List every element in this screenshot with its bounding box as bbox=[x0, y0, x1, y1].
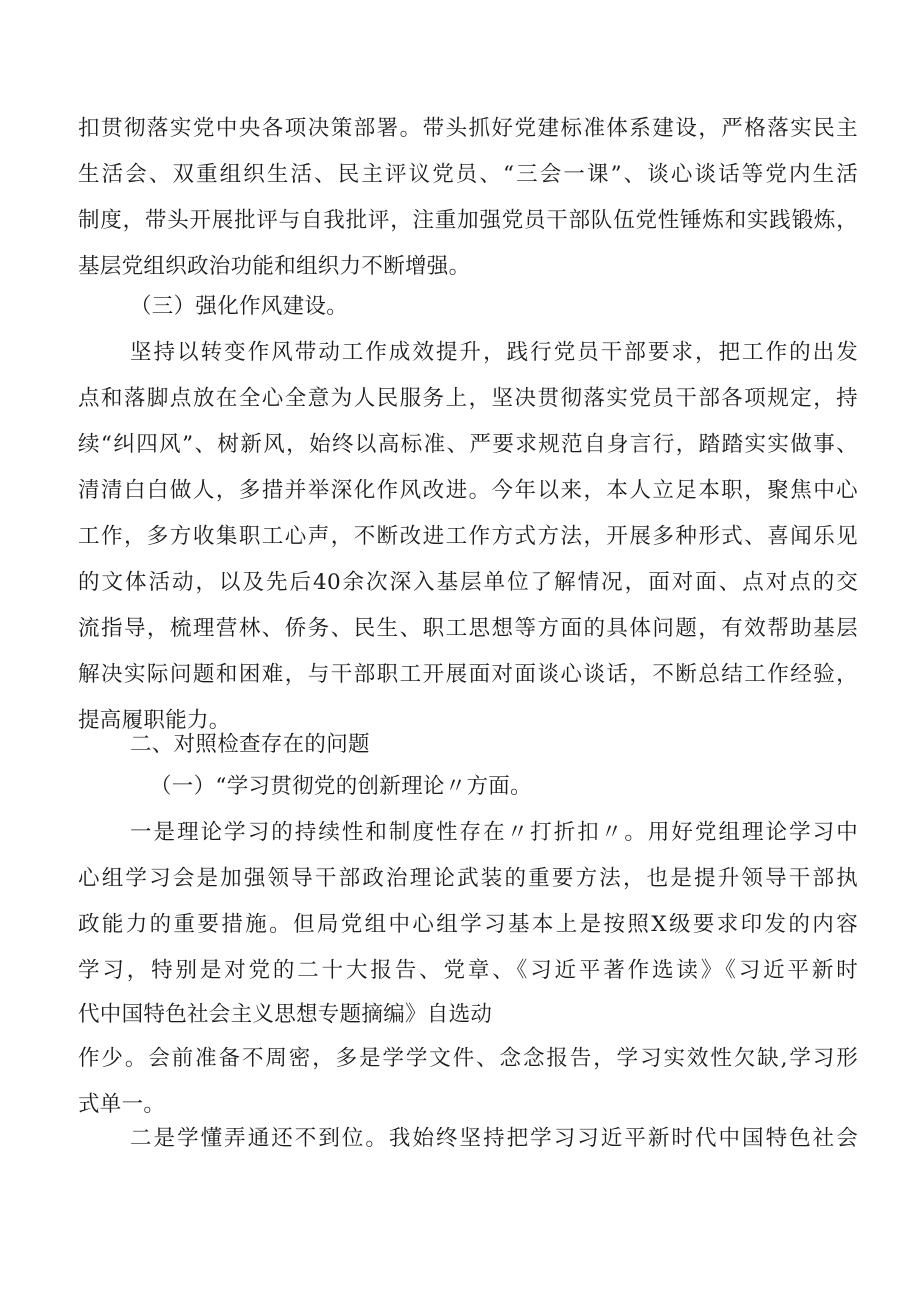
section-heading-work-style bbox=[78, 284, 858, 330]
text-line: 坚持以转变作风带动工作成效提升，践行党员干部要求，把工作的出发 bbox=[130, 340, 858, 365]
text-line: 清清白白做人，多措并举深化作风改进。今年以来，本人立足本职，聚焦中心 bbox=[78, 478, 858, 503]
text-line: 学习，特别是对党的二十大报告、党章、《习近平著作选读》《习近平新时 bbox=[78, 958, 858, 983]
paragraph-understanding bbox=[78, 1116, 858, 1162]
text-line: 的文体活动，以及先后40余次深入基层单位了解情况，面对面、点对点的交 bbox=[78, 570, 858, 595]
paragraph-work-style bbox=[78, 330, 858, 744]
paragraph-party-building bbox=[78, 106, 858, 290]
text-line: 制度，带头开展批评与自我批评，注重加强党员干部队伍党性锤炼和实践锻炼， bbox=[78, 208, 858, 233]
text-line: 点和落脚点放在全心全意为人民服务上，坚决贯彻落实党员干部各项规定，持 bbox=[78, 386, 858, 411]
text-line: 代中国特色社会主义思想专题摘编》自选动 bbox=[78, 1002, 493, 1027]
text-line: 心组学习会是加强领导干部政治理论武装的重要方法，也是提升领导干部执 bbox=[78, 866, 858, 891]
text-line: 续“纠四风”、树新风，始终以高标准、严要求规范自身言行，踏踏实实做事、 bbox=[78, 432, 858, 457]
text-line: 政能力的重要措施。但局党组中心组学习基本上是按照X级要求印发的内容 bbox=[78, 912, 858, 937]
text-line: 二是学懂弄通还不到位。我始终坚持把学习习近平新时代中国特色社会 bbox=[130, 1126, 858, 1151]
text-line: 提高履职能力。 bbox=[78, 708, 231, 733]
text-line: 生活会、双重组织生活、民主评议党员、“三会一课”、谈心谈话等党内生活 bbox=[78, 162, 858, 187]
text-line: 工作，多方收集职工心声，不断改进工作方式方法，开展多种形式、喜闻乐见 bbox=[78, 524, 858, 549]
text-line: 式单一。 bbox=[78, 1092, 166, 1117]
subsection-heading-theory bbox=[78, 764, 858, 810]
text-line: 解决实际问题和困难，与干部职工开展面对面谈心谈话，不断总结工作经验， bbox=[78, 662, 858, 687]
heading-text: （三）强化作风建设。 bbox=[130, 294, 349, 319]
heading-text: 二、对照检查存在的问题 bbox=[130, 732, 370, 757]
text-line: 基层党组织政治功能和组织力不断增强。 bbox=[78, 254, 471, 279]
text-line: 流指导，梳理营林、侨务、民生、职工思想等方面的具体问题，有效帮助基层 bbox=[78, 616, 858, 641]
text-line: 扣贯彻落实党中央各项决策部署。带头抓好党建标准体系建设，严格落实民主 bbox=[78, 116, 858, 141]
paragraph-theory-study bbox=[78, 810, 858, 1128]
text-line: 一是理论学习的持续性和制度性存在〃打折扣〃。用好党组理论学习中 bbox=[130, 820, 858, 845]
text-line: 作少。会前准备不周密，多是学学文件、念念报告，学习实效性欠缺,学习形 bbox=[78, 1046, 858, 1071]
section-heading-problems bbox=[78, 722, 858, 768]
heading-text: （一）“学习贯彻党的创新理论〃方面。 bbox=[150, 774, 532, 799]
